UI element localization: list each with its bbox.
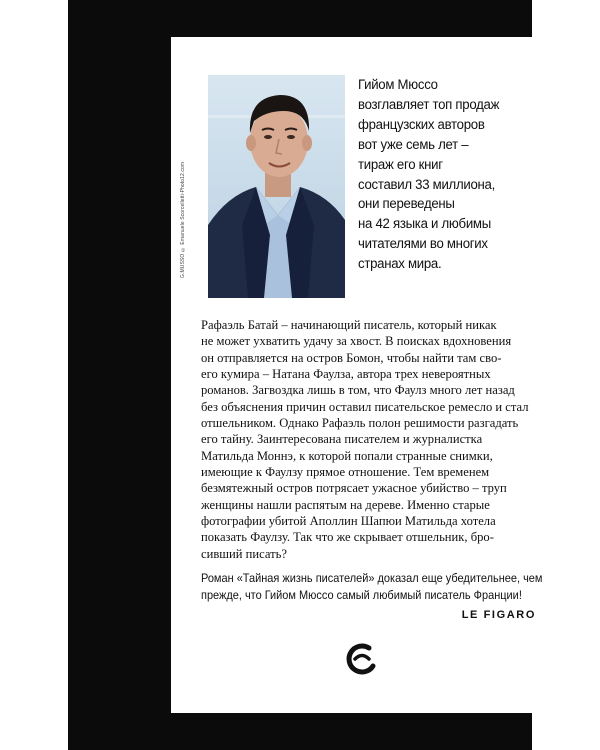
synopsis-line: Рафаэль Батай – начинающий писатель, который никак xyxy=(201,318,497,332)
synopsis-line: сивший писать? xyxy=(201,546,287,561)
intro-line: вот уже семь лет – xyxy=(358,136,469,153)
synopsis-line: имеющие к Фаулзу прямое отношение. Тем временем xyxy=(201,465,490,480)
review-source: LE FIGARO xyxy=(461,609,536,621)
synopsis-line: романов. Загвоздка лишь в том, что Фаулз много лет назад xyxy=(201,383,515,398)
intro-line: составил 33 миллиона, xyxy=(358,176,495,193)
synopsis-line: Матильда Моннэ, к которой попали странные снимки, xyxy=(201,448,493,463)
intro-line: они переведены xyxy=(358,196,455,213)
intro-line: странах мира. xyxy=(358,256,442,273)
synopsis-line: женщины нашли распятым на дереве. Именно старые xyxy=(201,497,490,512)
intro-line: тираж его книг xyxy=(358,156,443,173)
book-cover-frame xyxy=(68,0,543,750)
synopsis-line: он отправляется на остров Бомон, чтобы найти там сво- xyxy=(201,350,502,365)
photo-credit: G.MUSSO © Emanuele Scorcelletti-Photo12.com xyxy=(180,161,186,278)
synopsis xyxy=(201,317,539,562)
publisher-logo-icon xyxy=(345,642,379,676)
back-cover-page xyxy=(171,37,566,713)
review-line: прежде, что Гийом Мюссо самый любимый писатель Франции! xyxy=(201,587,522,602)
review-quote xyxy=(201,570,543,603)
synopsis-line: без объяснения причин оставил писательское ремесло и стал xyxy=(201,399,529,414)
intro-line: Гийом Мюссо xyxy=(358,77,438,93)
synopsis-line: безмятежный остров потрясает ужасное убийство – труп xyxy=(201,481,507,496)
intro-line: читателями во многих xyxy=(358,236,488,253)
synopsis-line: его кумира – Натана Фаулза, автора трех невероятных xyxy=(201,367,491,382)
synopsis-line: его тайну. Заинтересована писателем и журналистка xyxy=(201,432,483,447)
intro-line: возглавляет топ продаж xyxy=(358,96,500,113)
intro-line: на 42 языка и любимы xyxy=(358,216,491,233)
synopsis-line: показать Фаулзу. Так что же скрывает отшельник, бро- xyxy=(201,530,494,545)
synopsis-line: отшельником. Однако Рафаэль полон решимости разгадать xyxy=(201,416,519,431)
intro-line: французских авторов xyxy=(358,116,485,133)
synopsis-line: фотографии убитой Аполлин Шапюи Матильда хотела xyxy=(201,514,496,529)
synopsis-line: не может ухватить удачу за хвост. В поисках вдохновения xyxy=(201,334,512,349)
author-intro xyxy=(358,76,544,275)
author-photo xyxy=(208,75,345,298)
review-line: Роман «Тайная жизнь писателей» доказал еще убедительнее, чем xyxy=(201,571,543,585)
